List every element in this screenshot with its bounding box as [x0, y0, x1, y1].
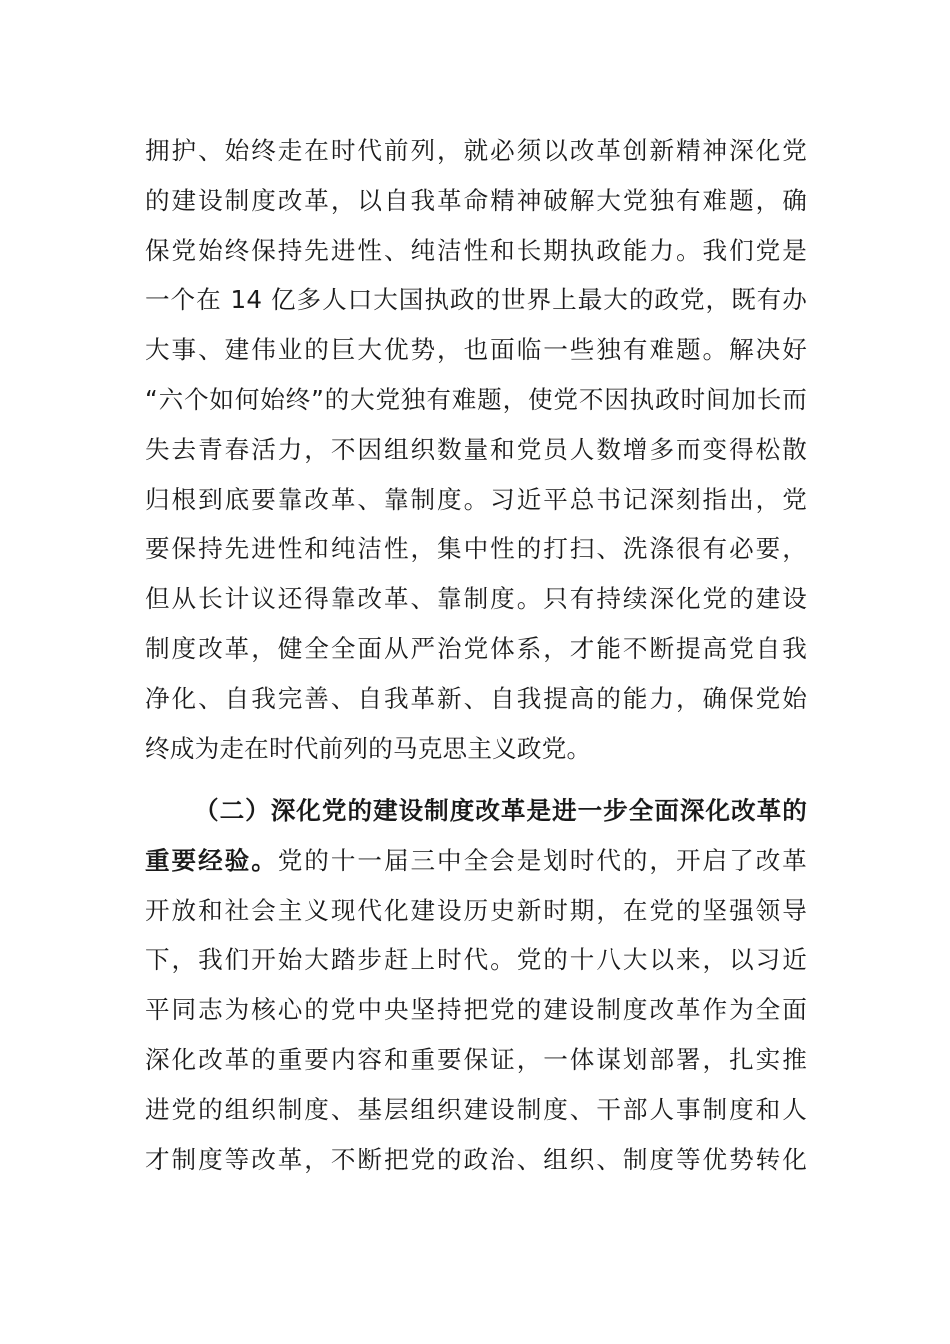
- paragraph-1-line: 拥护、始终走在时代前列，就必须以改革创新精神深化党: [145, 136, 807, 165]
- paragraph-1-line: 但从长计议还得靠改革、靠制度。只有持续深化党的建设: [145, 584, 807, 614]
- paragraph-1-line: 终成为走在时代前列的马克思主义政党。: [145, 733, 592, 763]
- paragraph-2-line: 下，我们开始大踏步赶上时代。党的十八大以来，以习近: [145, 945, 807, 975]
- paragraph-1-line: 制度改革，健全全面从严治党体系，才能不断提高党自我: [145, 633, 807, 663]
- paragraph-1-line: 保党始终保持先进性、纯洁性和长期执政能力。我们党是: [145, 235, 807, 265]
- paragraph-1-line: 归根到底要靠改革、靠制度。习近平总书记深刻指出，党: [145, 484, 807, 514]
- paragraph-1-line: 失去青春活力，不因组织数量和党员人数增多而变得松散: [145, 434, 807, 464]
- paragraph-2: [145, 786, 807, 1184]
- paragraph-2-line: [145, 836, 807, 886]
- paragraph-2-line: 才制度等改革，不断把党的政治、组织、制度等优势转化: [145, 1144, 807, 1174]
- paragraph-1-line: 的建设制度改革，以自我革命精神破解大党独有难题，确: [145, 185, 807, 215]
- paragraph-1-line: 要保持先进性和纯洁性，集中性的打扫、洗涤很有必要，: [145, 534, 807, 564]
- paragraph-2-line: 平同志为核心的党中央坚持把党的建设制度改革作为全面: [145, 995, 807, 1025]
- paragraph-1-line: 一个在 14 亿多人口大国执政的世界上最大的政党，既有办: [145, 285, 807, 315]
- paragraph-2-line: 进党的组织制度、基层组织建设制度、干部人事制度和人: [145, 1094, 807, 1124]
- paragraph-2-line: 深化改革的重要内容和重要保证，一体谋划部署，扎实推: [145, 1044, 807, 1074]
- paragraph-1-line: “六个如何始终”的大党独有难题，使党不因执政时间加长而: [145, 384, 807, 414]
- paragraph-1: [145, 126, 807, 773]
- paragraph-1-line: 净化、自我完善、自我革新、自我提高的能力，确保党始: [145, 683, 807, 713]
- paragraph-2-line-text: 党的十一届三中全会是划时代的，开启了改革: [277, 845, 807, 875]
- section-heading: （二）深化党的建设制度改革是进一步全面深化改革的: [194, 796, 807, 825]
- section-heading-tail: 重要经验。: [145, 845, 278, 875]
- paragraph-1-line: 大事、建伟业的巨大优势，也面临一些独有难题。解决好: [145, 335, 807, 365]
- paragraph-2-line: 开放和社会主义现代化建设历史新时期，在党的坚强领导: [145, 895, 807, 925]
